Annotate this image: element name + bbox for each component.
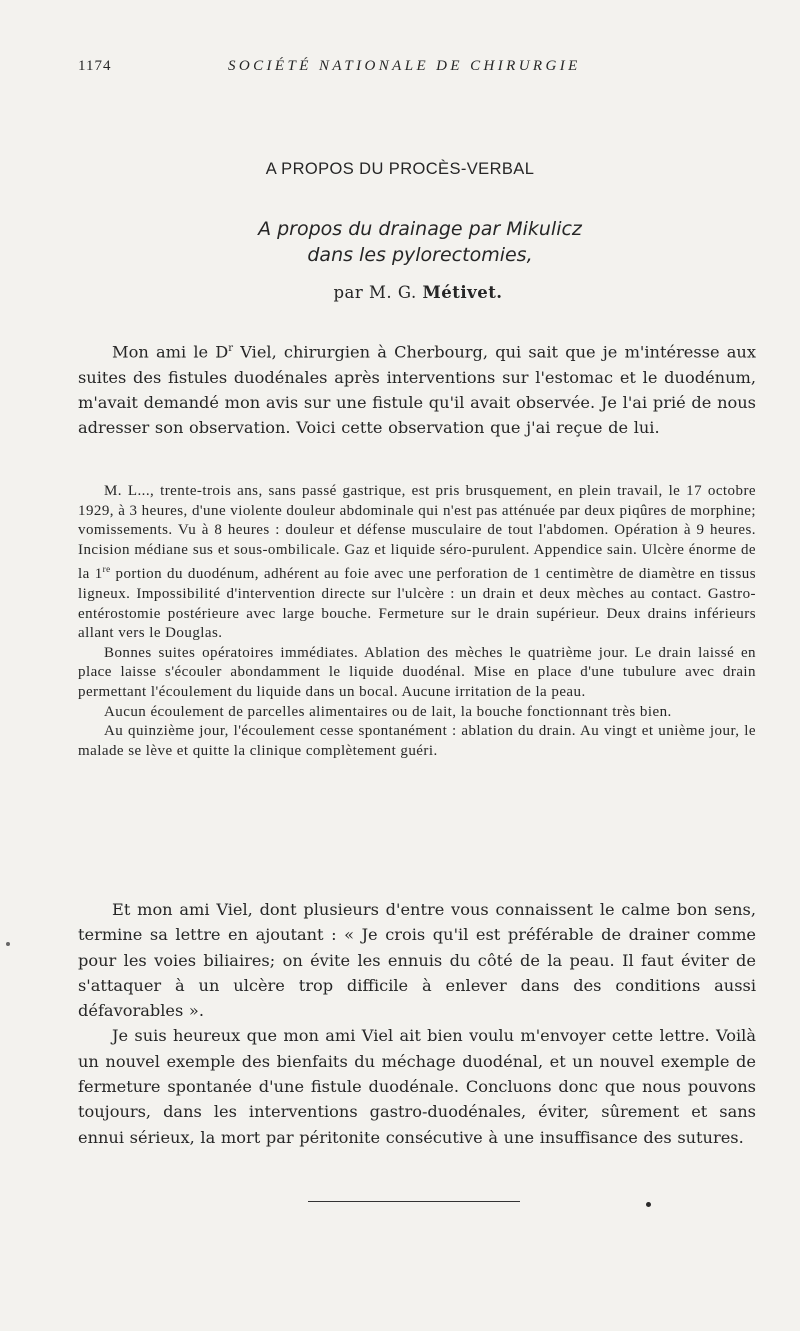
case-superscript: re xyxy=(102,564,111,575)
article-title xyxy=(0,216,800,268)
ink-dot xyxy=(646,1202,651,1207)
conclusion-section xyxy=(78,897,756,1150)
running-head xyxy=(78,58,756,82)
conclusion-paragraph-2: Je suis heureux que mon ami Viel ait bien voulu m'envoyer cette lettre. Voilà un nouvel exemple des bienfaits du méchage duodénal, et un nouvel exemple de fermeture spontanée d'une fistule duodénale. Concluons donc que nous pouvons toujours, dans les interventions gastro-duodénales, éviter, sûrement et sans ennui sérieux, la mort par péritonite consécutive à une insuffisance des sutures. xyxy=(78,1026,756,1147)
section-title: A PROPOS DU PROCÈS-VERBAL xyxy=(265,160,535,178)
intro-text-rest: Viel, chirurgien à Cherbourg, qui sait que je m'intéresse aux suites des fistules duodénales après interventions sur l'estomac et le duodénum, m'avait demandé mon avis sur une fistule qu'il avait observée. Je l'ai prié de nous adresser son observation. Voici cette observation que j'ai reçue de lui. xyxy=(78,342,756,438)
author-name: Métivet. xyxy=(422,283,503,302)
page-number: 1174 xyxy=(78,58,112,74)
intro-section xyxy=(78,336,756,441)
journal-title: SOCIÉTÉ NATIONALE DE CHIRURGIE xyxy=(228,58,581,74)
intro-paragraph xyxy=(78,336,756,441)
byline-prefix: par M. G. xyxy=(333,283,417,302)
case-text-a: M. L..., trente-trois ans, sans passé gastrique, est pris brusquement, en plein travail, le 17 octobre 1929, à 3 heures, d'une violente douleur abdominale qui n'est pas atténuée par deux piqûres de morphine; vomissements. Vu à 8 heures : douleur et défense musculaire de tout l'abdomen. Opération à 9 heures. Incision médiane sus et sous-ombilicale. Gaz et liquide séro-purulent. Appendice sain. Ulcère énorme de la 1 xyxy=(78,483,756,583)
end-rule xyxy=(308,1201,520,1202)
intro-text-start: Mon ami le D xyxy=(112,342,229,362)
case-paragraph-2: Bonnes suites opératoires immédiates. Ablation des mèches le quatrième jour. Le drain laissé en place laisse s'écouler abondamment le liquide duodénal. Mise en place d'une tubulure avec drain permettant l'écoulement du liquide dans un bocal. Aucune irritation de la peau. xyxy=(78,644,756,700)
margin-mark xyxy=(6,942,10,946)
article-title-line-1: A propos du drainage par Mikulicz xyxy=(258,218,582,240)
case-paragraph-4: Au quinzième jour, l'écoulement cesse spontanément : ablation du drain. Au vingt et unième jour, le malade se lève et quitte la clinique complètement guéri. xyxy=(78,723,756,759)
byline xyxy=(0,283,800,302)
conclusion-paragraph-1: Et mon ami Viel, dont plusieurs d'entre vous connaissent le calme bon sens, termine sa lettre en ajoutant : « Je crois qu'il est préférable de drainer comme pour les voies biliaires; on évite les ennuis du côté de la peau. Il faut éviter de s'attaquer à un ulcère trop difficile à enlever dans des conditions aussi défavorables ». xyxy=(78,900,756,1021)
case-paragraph-3: Aucun écoulement de parcelles alimentaires ou de lait, la bouche fonctionnant très bien. xyxy=(104,703,672,720)
intro-superscript: r xyxy=(228,343,234,354)
case-text-b: portion du duodénum, adhérent au foie avec une perforation de 1 centimètre de diamètre en tissus ligneux. Impossibilité d'intervention directe sur l'ulcère : un drain et deux mèches au contact. Gastro-entérostomie postérieure avec large bouche. Fermeture sur le drain supérieur. Deux drains inférieurs allant vers le Douglas. xyxy=(78,566,756,642)
case-report xyxy=(78,482,756,761)
case-paragraph-1 xyxy=(78,482,756,644)
article-title-line-2: dans les pylorectomies, xyxy=(307,244,533,266)
